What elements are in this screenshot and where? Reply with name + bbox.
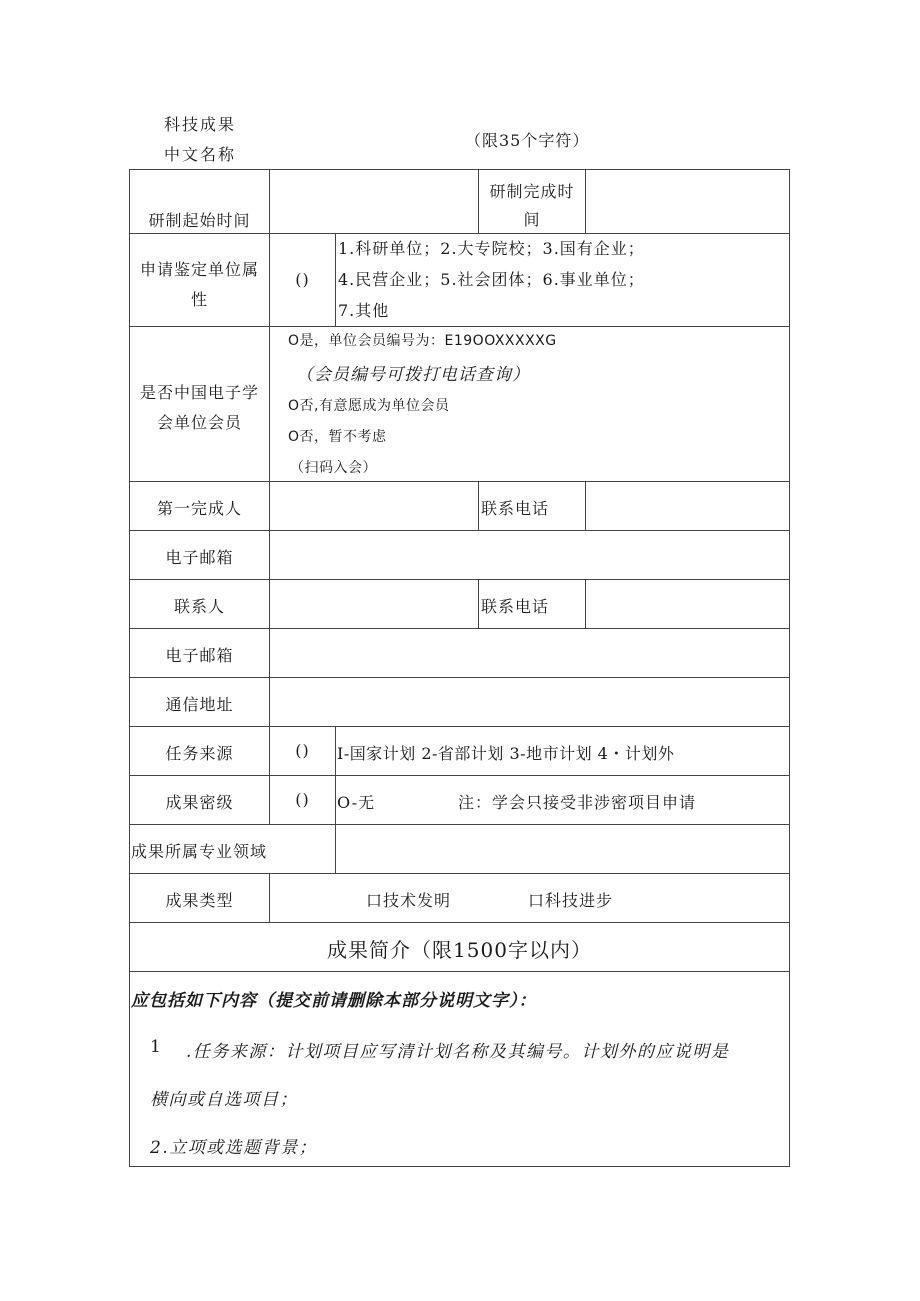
dev-start-label: 研制起始时间 bbox=[148, 211, 251, 230]
row-divider bbox=[129, 873, 790, 874]
field-input[interactable] bbox=[336, 825, 789, 873]
first-person-phone-input[interactable] bbox=[586, 482, 789, 530]
member-label-line1: 是否中国电子学 bbox=[139, 383, 259, 402]
unit-attr-label-line1: 申请鉴定单位属 bbox=[139, 260, 259, 279]
secret-level-value: O-无 bbox=[337, 793, 376, 812]
member-label-line2: 会单位会员 bbox=[156, 413, 242, 432]
address-input[interactable] bbox=[270, 678, 789, 726]
task-source-options: I-国家计划 2-省部计划 3-地市计划 4・计划外 bbox=[337, 744, 675, 763]
member-scan-note: （扫码入会） bbox=[290, 460, 377, 476]
row-divider bbox=[129, 971, 790, 972]
secret-level-choice[interactable]: () bbox=[295, 790, 310, 809]
member-option-not[interactable]: O否，暂不考虑 bbox=[288, 429, 387, 445]
dev-end-label-line2: 间 bbox=[523, 210, 541, 229]
col-divider bbox=[335, 233, 336, 326]
task-source-choice[interactable]: () bbox=[295, 741, 310, 760]
member-query-note: （会员编号可拨打电话查询） bbox=[296, 365, 530, 385]
intro-item2: 2.立项或选题背景； bbox=[150, 1138, 318, 1158]
contact-label: 联系人 bbox=[173, 597, 225, 616]
first-person-input[interactable] bbox=[270, 482, 478, 530]
row-divider bbox=[129, 775, 790, 776]
email1-input[interactable] bbox=[270, 531, 789, 579]
task-source-label: 任务来源 bbox=[165, 744, 234, 763]
col-divider bbox=[478, 481, 479, 530]
member-option-willing[interactable]: O否,有意愿成为单位会员 bbox=[288, 398, 450, 414]
first-person-phone-label: 联系电话 bbox=[481, 499, 550, 518]
contact-phone-label: 联系电话 bbox=[481, 597, 550, 616]
intro-instruction: 应包括如下内容（提交前请删除本部分说明文字）： bbox=[131, 991, 537, 1011]
secret-level-note: 注：学会只接受非涉密项目申请 bbox=[458, 793, 697, 812]
address-label: 通信地址 bbox=[165, 695, 234, 714]
dev-start-input[interactable] bbox=[270, 170, 478, 233]
email2-input[interactable] bbox=[270, 629, 789, 677]
email2-label: 电子邮箱 bbox=[165, 646, 234, 665]
dev-end-input[interactable] bbox=[586, 170, 789, 233]
type-option-invention[interactable]: 口技术发明 bbox=[366, 891, 452, 910]
title-label-line2: 中文名称 bbox=[163, 145, 236, 164]
title-label-line1: 科技成果 bbox=[163, 115, 236, 134]
contact-phone-input[interactable] bbox=[586, 580, 789, 628]
row-divider bbox=[129, 326, 790, 327]
email1-label: 电子邮箱 bbox=[165, 548, 234, 567]
unit-attr-choice[interactable]: () bbox=[295, 270, 310, 289]
title-limit-note: （限35个字符） bbox=[465, 131, 590, 150]
intro-title: 成果简介（限1500字以内） bbox=[327, 938, 592, 962]
intro-item1-continued: 横向或自选项目； bbox=[150, 1090, 298, 1110]
intro-item1-text: .任务来源：计划项目应写清计划名称及其编号。计划外的应说明是 bbox=[186, 1042, 730, 1062]
contact-input[interactable] bbox=[270, 580, 478, 628]
unit-attr-options-line1: 1.科研单位；2.大专院校；3.国有企业； bbox=[338, 239, 645, 258]
first-person-label: 第一完成人 bbox=[156, 499, 242, 518]
col-divider bbox=[478, 579, 479, 628]
dev-end-label-line1: 研制完成时 bbox=[489, 182, 575, 201]
row-divider bbox=[129, 726, 790, 727]
type-option-progress[interactable]: 口科技进步 bbox=[528, 891, 614, 910]
row-divider bbox=[129, 233, 790, 234]
unit-attr-options-line3: 7.其他 bbox=[338, 301, 390, 320]
field-label: 成果所属专业领域 bbox=[131, 842, 268, 861]
unit-attr-options-line2: 4.民营企业；5.社会团体；6.事业单位； bbox=[338, 270, 645, 289]
row-divider bbox=[129, 922, 790, 923]
col-divider bbox=[269, 873, 270, 922]
member-option-yes[interactable]: O是，单位会员编号为：E19OOXXXXXG bbox=[288, 333, 557, 349]
type-label: 成果类型 bbox=[165, 891, 234, 910]
secret-level-label: 成果密级 bbox=[165, 793, 234, 812]
unit-attr-label-line2: 性 bbox=[190, 290, 208, 309]
intro-item1-number: 1 bbox=[150, 1037, 162, 1057]
